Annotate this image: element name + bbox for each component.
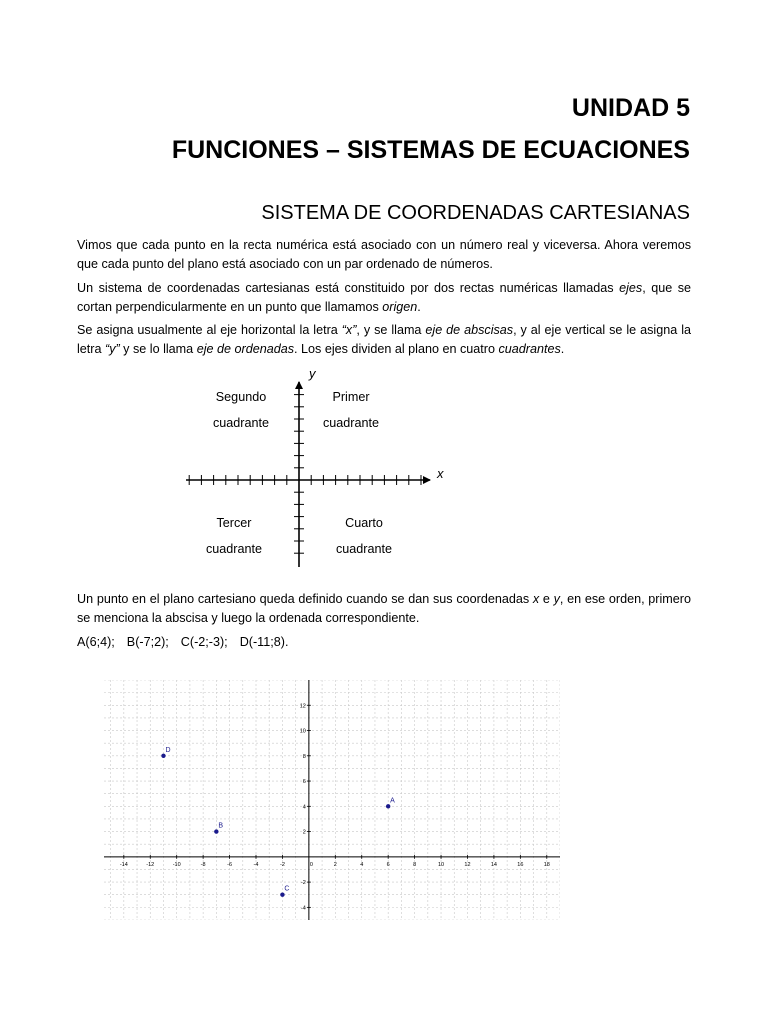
text-span: , en ese orden, primero se menciona la abscisa y luego la ordenada correspondiente. [77, 592, 691, 625]
plot-x-tick-label: 14 [490, 861, 497, 868]
x-axis-label: x [437, 466, 444, 481]
plot-y-tick-label: 2 [302, 829, 306, 836]
plot-x-tick-label: 2 [333, 861, 337, 868]
text-span: y se lo llama [119, 342, 197, 356]
quadrant-word: cuadrante [212, 416, 269, 430]
text-span: Se asigna usualmente al eje horizontal la letra [77, 323, 342, 337]
term-ejes: ejes [619, 281, 643, 295]
plot-x-tick-label: -12 [146, 861, 155, 868]
plot-y-tick-label: 10 [299, 728, 306, 735]
quadrant-name: Tercer [216, 516, 252, 530]
term-origen: origen [382, 300, 418, 314]
point-a-label: A [390, 797, 395, 805]
topic-title: FUNCIONES – SISTEMAS DE ECUACIONES [171, 136, 690, 164]
plot-x-tick-label: 18 [543, 861, 550, 868]
text-span: , y se llama [356, 323, 426, 337]
plot-x-tick-label: 16 [517, 861, 524, 868]
plot-y-tick-label: 8 [302, 753, 306, 760]
point-a [386, 804, 390, 808]
plot-y-tick-label: 4 [302, 804, 306, 811]
point-c-text: C(-2;-3); [180, 635, 228, 649]
text-span: . [417, 300, 421, 314]
paragraph-coordinates [77, 590, 691, 628]
point-b-label: B [218, 822, 224, 830]
text-span: , y al eje vertical se le asigna la letra [77, 323, 691, 356]
plot-x-tick-label: -8 [200, 861, 206, 868]
plot-x-tick-label: -2 [279, 861, 285, 868]
paragraph-axes [77, 321, 691, 359]
term-y: y [553, 592, 560, 606]
unit-title: UNIDAD 5 [571, 94, 690, 122]
point-d-label: D [165, 746, 171, 754]
plot-x-tick-label: 10 [437, 861, 445, 868]
point-a-text: A(6;4); [77, 635, 115, 649]
quadrant-name: Segundo [215, 390, 267, 404]
term-y: “y” [105, 342, 120, 356]
text-span: . Los ejes dividen al plano en cuatro [294, 342, 499, 356]
quadrant-4-label [319, 510, 409, 562]
point-c [280, 893, 284, 897]
plot-y-tick-label: -4 [300, 905, 306, 912]
text-span: Un punto en el plano cartesiano queda definido cuando se dan sus coordenadas [77, 592, 533, 606]
quadrant-word: cuadrante [322, 416, 379, 430]
plot-x-tick-label: -14 [119, 861, 128, 868]
quadrant-name: Cuarto [345, 516, 383, 530]
term-cuadrantes: cuadrantes [498, 342, 561, 356]
point-d-text: D(-11;8). [239, 635, 289, 649]
plot-x-tick-label: 4 [360, 861, 364, 868]
term-eje-abscisas: eje de abscisas [425, 323, 514, 337]
quadrant-word: cuadrante [335, 542, 392, 556]
coordinate-grid-plot [104, 680, 560, 920]
quadrant-name: Primer [332, 390, 370, 404]
quadrant-word: cuadrante [205, 542, 262, 556]
plot-x-tick-label: 0 [309, 861, 313, 868]
point-d [161, 754, 165, 758]
plot-x-tick-label: 6 [386, 861, 390, 868]
term-eje-ordenadas: eje de ordenadas [196, 342, 295, 356]
plot-x-tick-label: -6 [227, 861, 233, 868]
y-axis-label: y [309, 366, 316, 381]
plot-y-tick-label: 12 [299, 703, 306, 710]
quadrant-3-label [189, 510, 279, 562]
points-line [77, 633, 691, 652]
plot-y-tick-label: 6 [302, 779, 306, 786]
plot-x-tick-label: 8 [413, 861, 417, 868]
paragraph-intro: Vimos que cada punto en la recta numérica está asociado con un número real y viceversa. Ahora veremos que cada punto del plano está asociado con un par ordenado de números. [77, 238, 691, 271]
point-b [214, 829, 218, 833]
plot-x-tick-label: -10 [172, 861, 181, 868]
text-span: , que se cortan perpendicularmente en un punto que llamamos [77, 281, 692, 314]
paragraph-definition [77, 279, 691, 317]
quadrant-1-label [306, 384, 396, 436]
quadrant-2-label [196, 384, 286, 436]
point-b-text: B(-7;2); [126, 635, 169, 649]
term-x: “x” [341, 323, 357, 337]
term-x: x [532, 592, 540, 606]
plot-y-tick-label: -2 [300, 880, 306, 887]
section-title: SISTEMA DE COORDENADAS CARTESIANAS [261, 202, 690, 224]
point-c-label: C [284, 885, 290, 893]
text-span: . [560, 342, 565, 356]
grid-lines [104, 680, 560, 920]
text-span: Un sistema de coordenadas cartesianas está constituido por dos rectas numéricas llamadas [77, 281, 620, 295]
text-span: e [539, 592, 554, 606]
plot-x-tick-label: 12 [464, 861, 471, 868]
plot-x-tick-label: -4 [253, 861, 259, 868]
